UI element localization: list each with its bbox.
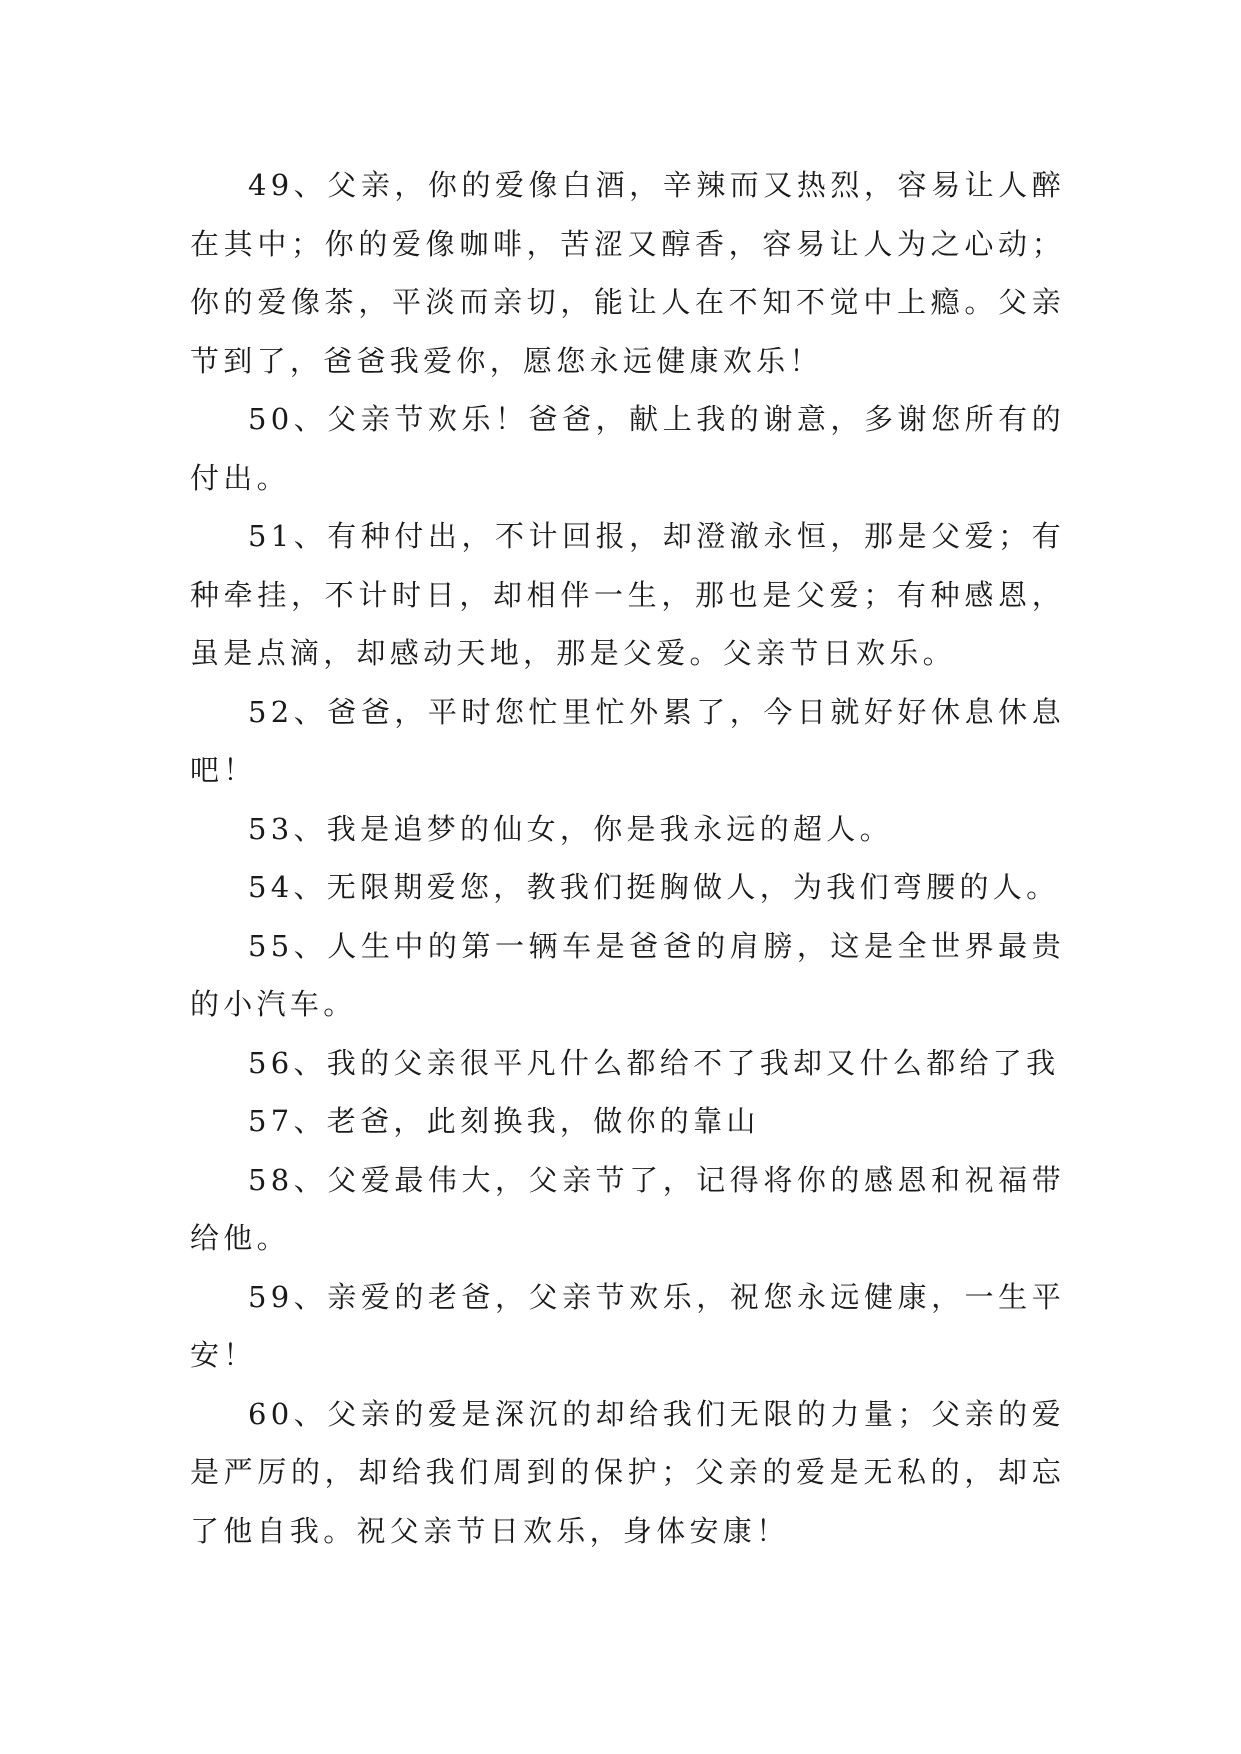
paragraph-51: 51、有种付出，不计回报，却澄澈永恒，那是父爱；有种牵挂，不计时日，却相伴一生，那也是父爱；有种感恩，虽是点滴，却感动天地，那是父爱。父亲节日欢乐。 [190, 519, 1065, 670]
paragraph-59: 59、亲爱的老爸，父亲节欢乐，祝您永远健康，一生平安！ [190, 1279, 1065, 1372]
paragraph-55: 55、人生中的第一辆车是爸爸的肩膀，这是全世界最贵的小汽车。 [190, 928, 1065, 1021]
paragraph-56: 56、我的父亲很平凡什么都给不了我却又什么都给了我 [248, 1045, 1060, 1080]
paragraph-58: 58、父爱最伟大，父亲节了，记得将你的感恩和祝福带给他。 [190, 1162, 1065, 1255]
paragraph-54: 54、无限期爱您，教我们挺胸做人，为我们弯腰的人。 [248, 870, 1060, 904]
paragraph-50: 50、父亲节欢乐！爸爸，献上我的谢意，多谢您所有的付出。 [190, 402, 1065, 495]
document-body [190, 156, 1065, 1560]
paragraph-52: 52、爸爸，平时您忙里忙外累了，今日就好好休息休息吧！ [190, 694, 1065, 787]
paragraph-57: 57、老爸，此刻换我，做你的靠山 [248, 1104, 760, 1138]
paragraph-60: 60、父亲的爱是深沉的却给我们无限的力量；父亲的爱是严厉的，却给我们周到的保护；父亲的爱是无私的，却忘了他自我。祝父亲节日欢乐，身体安康！ [190, 1396, 1065, 1548]
paragraph-49: 49、父亲，你的爱像白酒，辛辣而又热烈，容易让人醉在其中；你的爱像咖啡，苦涩又醇香，容易让人为之心动；你的爱像茶，平淡而亲切，能让人在不知不觉中上瘾。父亲节到了，爸爸我爱你，愿您永远健康欢乐！ [190, 168, 1065, 378]
paragraph-53: 53、我是追梦的仙女，你是我永远的超人。 [248, 811, 893, 846]
